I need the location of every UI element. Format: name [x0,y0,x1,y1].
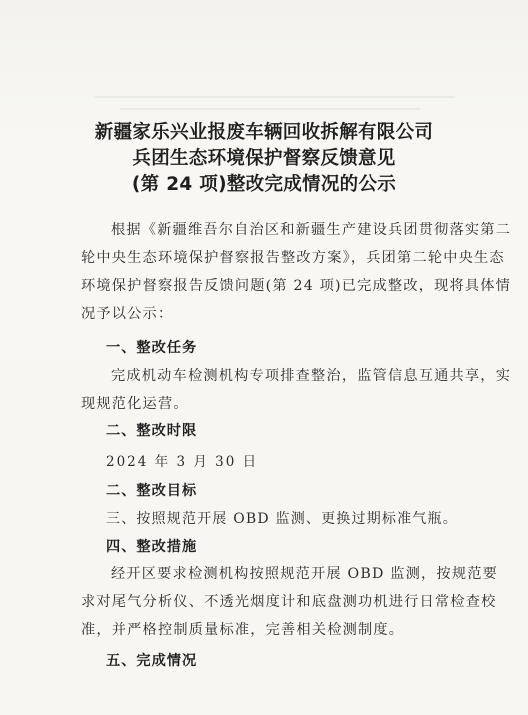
section-heading-measures: 四、整改措施 [106,539,198,555]
document-title-line-3: (第 24 项)整改完成情况的公示 [131,174,397,195]
intro-line: 环境保护督察报告反馈问题(第 24 项)已完成整改，现将具体情 [81,278,512,294]
intro-paragraph [81,216,512,328]
document-title-line-2: 兵团生态环境保护督察反馈意见 [132,148,396,169]
show-through-line [95,96,455,98]
show-through-line [120,108,420,110]
body-line: 经开区要求检测机构按照规范开展 OBD 监测，按规范要 [111,566,498,582]
document-title-line-1: 新疆家乐兴业报废车辆回收拆解有限公司 [94,122,434,143]
section-heading-completion: 五、完成情况 [106,653,198,669]
section-heading-goals: 二、整改目标 [106,483,198,499]
section-heading-tasks: 一、整改任务 [106,340,198,356]
deadline-date: 2024 年 3 月 30 日 [106,454,259,470]
intro-line: 况予以公示： [81,306,174,322]
section-tasks-body [81,362,512,418]
body-line: 求对尾气分析仪、不透光烟度计和底盘测功机进行日常检查校 [81,594,497,610]
intro-line: 轮中央生态环境保护督察报告整改方案》，兵团第二轮中央生态 [81,250,505,266]
body-line: 现规范化运营。 [81,396,189,412]
body-line: 完成机动车检测机构专项排查整治，监管信息互通共享，实 [111,368,512,384]
goals-body: 三、按照规范开展 OBD 监测、更换过期标准气瓶。 [106,511,458,527]
section-measures-body [81,560,498,644]
intro-line: 根据《新疆维吾尔自治区和新疆生产建设兵团贯彻落实第二 [111,222,512,238]
body-line: 准，并严格控制质量标准，完善相关检测制度。 [81,622,405,638]
section-heading-deadline: 二、整改时限 [106,423,198,439]
